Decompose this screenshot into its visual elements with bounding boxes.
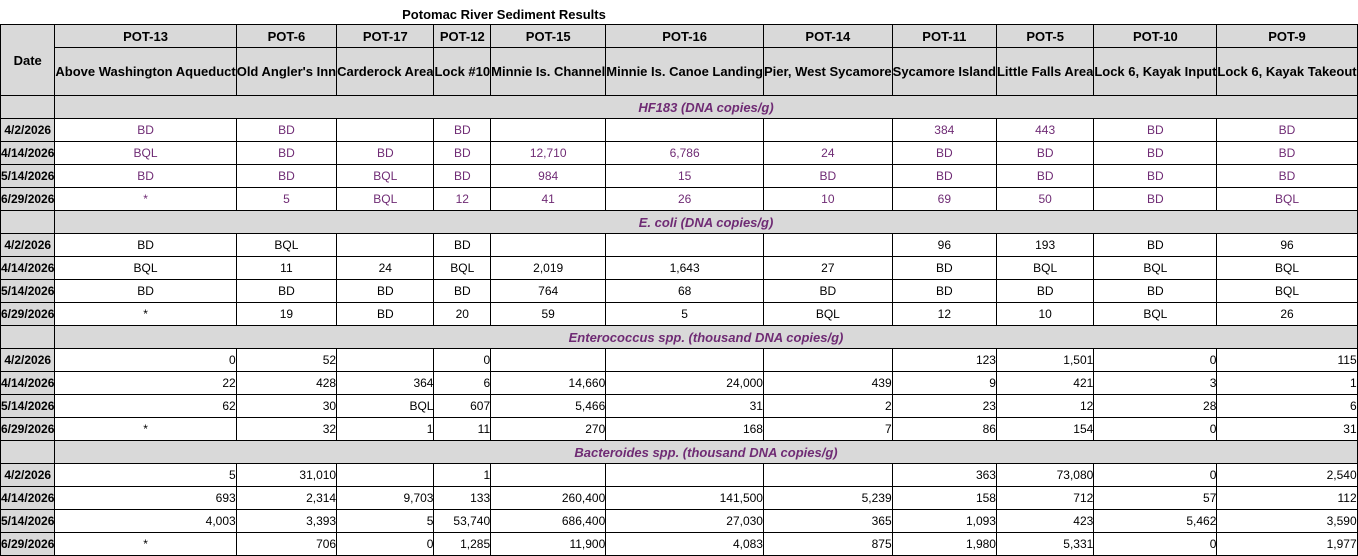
result-cell: 158 — [892, 487, 996, 510]
date-cell: 4/2/2026 — [1, 464, 55, 487]
result-cell: BD — [236, 119, 336, 142]
result-cell: 68 — [606, 280, 764, 303]
site-id-header: POT-14 — [763, 25, 892, 48]
table-row — [1, 257, 1358, 280]
results-table — [0, 24, 1358, 556]
result-cell: 31 — [1217, 418, 1357, 441]
date-cell: 6/29/2026 — [1, 533, 55, 556]
result-cell — [606, 349, 764, 372]
result-cell: 141,500 — [606, 487, 764, 510]
result-cell — [491, 349, 606, 372]
result-cell: BD — [1094, 165, 1217, 188]
date-cell: 6/29/2026 — [1, 418, 55, 441]
result-cell: * — [55, 303, 236, 326]
result-cell: 59 — [491, 303, 606, 326]
result-cell: BD — [1094, 142, 1217, 165]
table-row — [1, 395, 1358, 418]
date-cell: 6/29/2026 — [1, 188, 55, 211]
result-cell: 14,660 — [491, 372, 606, 395]
result-cell: 32 — [236, 418, 336, 441]
result-cell — [337, 234, 434, 257]
result-cell: BD — [434, 234, 491, 257]
result-cell: 0 — [1094, 349, 1217, 372]
table-row — [1, 533, 1358, 556]
result-cell: 24 — [763, 142, 892, 165]
site-id-header: POT-11 — [892, 25, 996, 48]
site-id-header: POT-10 — [1094, 25, 1217, 48]
result-cell: 9,703 — [337, 487, 434, 510]
result-cell: 1,093 — [892, 510, 996, 533]
result-cell: 26 — [606, 188, 764, 211]
result-cell: 3,590 — [1217, 510, 1357, 533]
result-cell — [337, 349, 434, 372]
site-id-header: POT-17 — [337, 25, 434, 48]
section-date-blank — [1, 441, 55, 464]
result-cell: 3,393 — [236, 510, 336, 533]
result-cell: BQL — [1217, 188, 1357, 211]
result-cell: 2,540 — [1217, 464, 1357, 487]
result-cell: 4,003 — [55, 510, 236, 533]
result-cell: BQL — [763, 303, 892, 326]
result-cell: 2,314 — [236, 487, 336, 510]
section-header-row — [1, 326, 1358, 349]
result-cell: 428 — [236, 372, 336, 395]
result-cell: 6,786 — [606, 142, 764, 165]
table-row — [1, 510, 1358, 533]
result-cell: 984 — [491, 165, 606, 188]
result-cell: BD — [1094, 234, 1217, 257]
site-name-header: Sycamore Island — [892, 48, 996, 96]
section-header-row — [1, 211, 1358, 234]
result-cell: BQL — [236, 234, 336, 257]
result-cell: 1,643 — [606, 257, 764, 280]
result-cell: 1 — [337, 418, 434, 441]
result-cell: BD — [236, 165, 336, 188]
site-id-header: POT-9 — [1217, 25, 1357, 48]
result-cell: 712 — [996, 487, 1093, 510]
result-cell: 24,000 — [606, 372, 764, 395]
result-cell: 6 — [1217, 395, 1357, 418]
result-cell: 1,285 — [434, 533, 491, 556]
result-cell: 9 — [892, 372, 996, 395]
result-cell: 27 — [763, 257, 892, 280]
site-name-header: Little Falls Area — [996, 48, 1093, 96]
result-cell: 50 — [996, 188, 1093, 211]
result-cell: 57 — [1094, 487, 1217, 510]
result-cell: BQL — [996, 257, 1093, 280]
result-cell — [606, 464, 764, 487]
result-cell: BD — [434, 119, 491, 142]
result-cell: 86 — [892, 418, 996, 441]
result-cell: 168 — [606, 418, 764, 441]
table-row — [1, 349, 1358, 372]
result-cell: BQL — [55, 257, 236, 280]
section-label: HF183 (DNA copies/g) — [55, 96, 1357, 119]
section-header-row — [1, 96, 1358, 119]
result-cell: BD — [996, 280, 1093, 303]
result-cell: BD — [337, 303, 434, 326]
result-cell: 875 — [763, 533, 892, 556]
site-id-header: POT-15 — [491, 25, 606, 48]
result-cell — [606, 234, 764, 257]
result-cell: 22 — [55, 372, 236, 395]
site-name-header-row — [1, 48, 1358, 96]
result-cell: * — [55, 418, 236, 441]
result-cell: 5,331 — [996, 533, 1093, 556]
table-row — [1, 165, 1358, 188]
result-cell: 384 — [892, 119, 996, 142]
table-row — [1, 188, 1358, 211]
result-cell: BD — [55, 165, 236, 188]
result-cell: 27,030 — [606, 510, 764, 533]
result-cell: 0 — [1094, 464, 1217, 487]
table-row — [1, 303, 1358, 326]
result-cell: 41 — [491, 188, 606, 211]
result-cell: BQL — [337, 395, 434, 418]
result-cell: BD — [1094, 188, 1217, 211]
result-cell: 52 — [236, 349, 336, 372]
result-cell: 423 — [996, 510, 1093, 533]
result-cell: 1,501 — [996, 349, 1093, 372]
result-cell: BD — [996, 142, 1093, 165]
result-cell: 10 — [763, 188, 892, 211]
result-cell: 0 — [1094, 533, 1217, 556]
result-cell — [763, 464, 892, 487]
result-cell: 154 — [996, 418, 1093, 441]
result-cell — [491, 119, 606, 142]
section-header-row — [1, 441, 1358, 464]
result-cell: 706 — [236, 533, 336, 556]
site-id-header: POT-12 — [434, 25, 491, 48]
result-cell: 0 — [55, 349, 236, 372]
date-cell: 5/14/2026 — [1, 165, 55, 188]
result-cell: 363 — [892, 464, 996, 487]
result-cell: BD — [434, 142, 491, 165]
result-cell: * — [55, 188, 236, 211]
site-name-header: Above Washington Aqueduct — [55, 48, 236, 96]
table-row — [1, 487, 1358, 510]
result-cell: BQL — [337, 188, 434, 211]
date-cell: 6/29/2026 — [1, 303, 55, 326]
result-cell: 364 — [337, 372, 434, 395]
result-cell: BD — [55, 234, 236, 257]
result-cell: BD — [1094, 119, 1217, 142]
result-cell: 11 — [236, 257, 336, 280]
date-cell: 5/14/2026 — [1, 280, 55, 303]
result-cell: 20 — [434, 303, 491, 326]
result-cell: 421 — [996, 372, 1093, 395]
result-cell: BQL — [1094, 303, 1217, 326]
result-cell: BD — [996, 165, 1093, 188]
result-cell: 96 — [1217, 234, 1357, 257]
table-row — [1, 372, 1358, 395]
table-row — [1, 418, 1358, 441]
table-row — [1, 280, 1358, 303]
result-cell: 133 — [434, 487, 491, 510]
result-cell: 260,400 — [491, 487, 606, 510]
result-cell: 5,239 — [763, 487, 892, 510]
result-cell: BD — [55, 119, 236, 142]
result-cell: 2 — [763, 395, 892, 418]
site-id-header: POT-5 — [996, 25, 1093, 48]
result-cell: 270 — [491, 418, 606, 441]
result-cell: BD — [434, 165, 491, 188]
result-cell: BD — [892, 165, 996, 188]
result-cell: 26 — [1217, 303, 1357, 326]
result-cell: 10 — [996, 303, 1093, 326]
result-cell: BQL — [337, 165, 434, 188]
result-cell: BD — [763, 165, 892, 188]
result-cell: 19 — [236, 303, 336, 326]
date-cell: 4/14/2026 — [1, 142, 55, 165]
result-cell: 1,977 — [1217, 533, 1357, 556]
date-column-header: Date — [1, 25, 55, 96]
result-cell: * — [55, 533, 236, 556]
site-id-header: POT-6 — [236, 25, 336, 48]
result-cell: 443 — [996, 119, 1093, 142]
result-cell: BD — [337, 142, 434, 165]
result-cell: 7 — [763, 418, 892, 441]
result-cell: 693 — [55, 487, 236, 510]
result-cell: 4,083 — [606, 533, 764, 556]
site-name-header: Lock 6, Kayak Takeout — [1217, 48, 1357, 96]
result-cell: BD — [236, 280, 336, 303]
result-cell: 115 — [1217, 349, 1357, 372]
result-cell: 12 — [892, 303, 996, 326]
result-cell — [491, 234, 606, 257]
result-cell: 123 — [892, 349, 996, 372]
site-name-header: Minnie Is. Canoe Landing — [606, 48, 764, 96]
result-cell: 1,980 — [892, 533, 996, 556]
result-cell: 30 — [236, 395, 336, 418]
result-cell — [763, 234, 892, 257]
result-cell: 5 — [55, 464, 236, 487]
result-cell: 0 — [434, 349, 491, 372]
site-name-header: Pier, West Sycamore — [763, 48, 892, 96]
result-cell: 69 — [892, 188, 996, 211]
result-cell: 5 — [337, 510, 434, 533]
result-cell: BD — [892, 257, 996, 280]
result-cell: 439 — [763, 372, 892, 395]
result-cell — [491, 464, 606, 487]
result-cell: 11,900 — [491, 533, 606, 556]
table-row — [1, 142, 1358, 165]
result-cell: BQL — [1217, 280, 1357, 303]
result-cell: 96 — [892, 234, 996, 257]
result-cell: BQL — [1094, 257, 1217, 280]
result-cell: 5,466 — [491, 395, 606, 418]
result-cell: BD — [892, 142, 996, 165]
result-cell: 24 — [337, 257, 434, 280]
site-name-header: Old Angler's Inn — [236, 48, 336, 96]
site-name-header: Lock 6, Kayak Input — [1094, 48, 1217, 96]
site-name-header: Minnie Is. Channel — [491, 48, 606, 96]
result-cell: 31 — [606, 395, 764, 418]
result-cell: 0 — [1094, 418, 1217, 441]
result-cell: 6 — [434, 372, 491, 395]
result-cell: BD — [763, 280, 892, 303]
result-cell: 112 — [1217, 487, 1357, 510]
section-label: Bacteroides spp. (thousand DNA copies/g) — [55, 441, 1357, 464]
result-cell: BD — [1217, 119, 1357, 142]
result-cell: 11 — [434, 418, 491, 441]
result-cell — [337, 119, 434, 142]
result-cell: 365 — [763, 510, 892, 533]
result-cell: 607 — [434, 395, 491, 418]
date-cell: 4/14/2026 — [1, 257, 55, 280]
result-cell: BQL — [55, 142, 236, 165]
result-cell: 3 — [1094, 372, 1217, 395]
result-cell — [763, 349, 892, 372]
result-cell: BD — [1094, 280, 1217, 303]
result-cell: 5 — [236, 188, 336, 211]
result-cell: 12,710 — [491, 142, 606, 165]
table-row — [1, 119, 1358, 142]
date-cell: 4/2/2026 — [1, 119, 55, 142]
section-date-blank — [1, 96, 55, 119]
date-cell: 4/2/2026 — [1, 234, 55, 257]
site-name-header: Carderock Area — [337, 48, 434, 96]
result-cell: 2,019 — [491, 257, 606, 280]
result-cell: BQL — [434, 257, 491, 280]
result-cell: 5,462 — [1094, 510, 1217, 533]
result-cell: 73,080 — [996, 464, 1093, 487]
section-date-blank — [1, 211, 55, 234]
result-cell: 12 — [996, 395, 1093, 418]
section-label: E. coli (DNA copies/g) — [55, 211, 1357, 234]
result-cell: BD — [1217, 142, 1357, 165]
result-cell: 5 — [606, 303, 764, 326]
result-cell: 0 — [337, 533, 434, 556]
result-cell: 53,740 — [434, 510, 491, 533]
result-cell: BD — [1217, 165, 1357, 188]
result-cell — [763, 119, 892, 142]
result-cell — [337, 464, 434, 487]
result-cell: BD — [55, 280, 236, 303]
result-cell: 15 — [606, 165, 764, 188]
result-cell: 1 — [1217, 372, 1357, 395]
result-cell: 31,010 — [236, 464, 336, 487]
date-cell: 5/14/2026 — [1, 395, 55, 418]
result-cell: BD — [892, 280, 996, 303]
result-cell: BD — [236, 142, 336, 165]
date-cell: 4/14/2026 — [1, 487, 55, 510]
result-cell: 193 — [996, 234, 1093, 257]
result-cell: 686,400 — [491, 510, 606, 533]
table-row — [1, 464, 1358, 487]
site-id-header-row — [1, 25, 1358, 48]
date-cell: 5/14/2026 — [1, 510, 55, 533]
result-cell: BD — [434, 280, 491, 303]
result-cell: BD — [337, 280, 434, 303]
site-id-header: POT-13 — [55, 25, 236, 48]
date-cell: 4/2/2026 — [1, 349, 55, 372]
result-cell: 764 — [491, 280, 606, 303]
result-cell: 12 — [434, 188, 491, 211]
result-cell — [606, 119, 764, 142]
section-label: Enterococcus spp. (thousand DNA copies/g) — [55, 326, 1357, 349]
site-name-header: Lock #10 — [434, 48, 491, 96]
result-cell: 28 — [1094, 395, 1217, 418]
section-date-blank — [1, 326, 55, 349]
date-cell: 4/14/2026 — [1, 372, 55, 395]
site-id-header: POT-16 — [606, 25, 764, 48]
sheet-title: Potomac River Sediment Results — [402, 7, 606, 22]
table-row — [1, 234, 1358, 257]
result-cell: 62 — [55, 395, 236, 418]
result-cell: 1 — [434, 464, 491, 487]
result-cell: 23 — [892, 395, 996, 418]
result-cell: BQL — [1217, 257, 1357, 280]
